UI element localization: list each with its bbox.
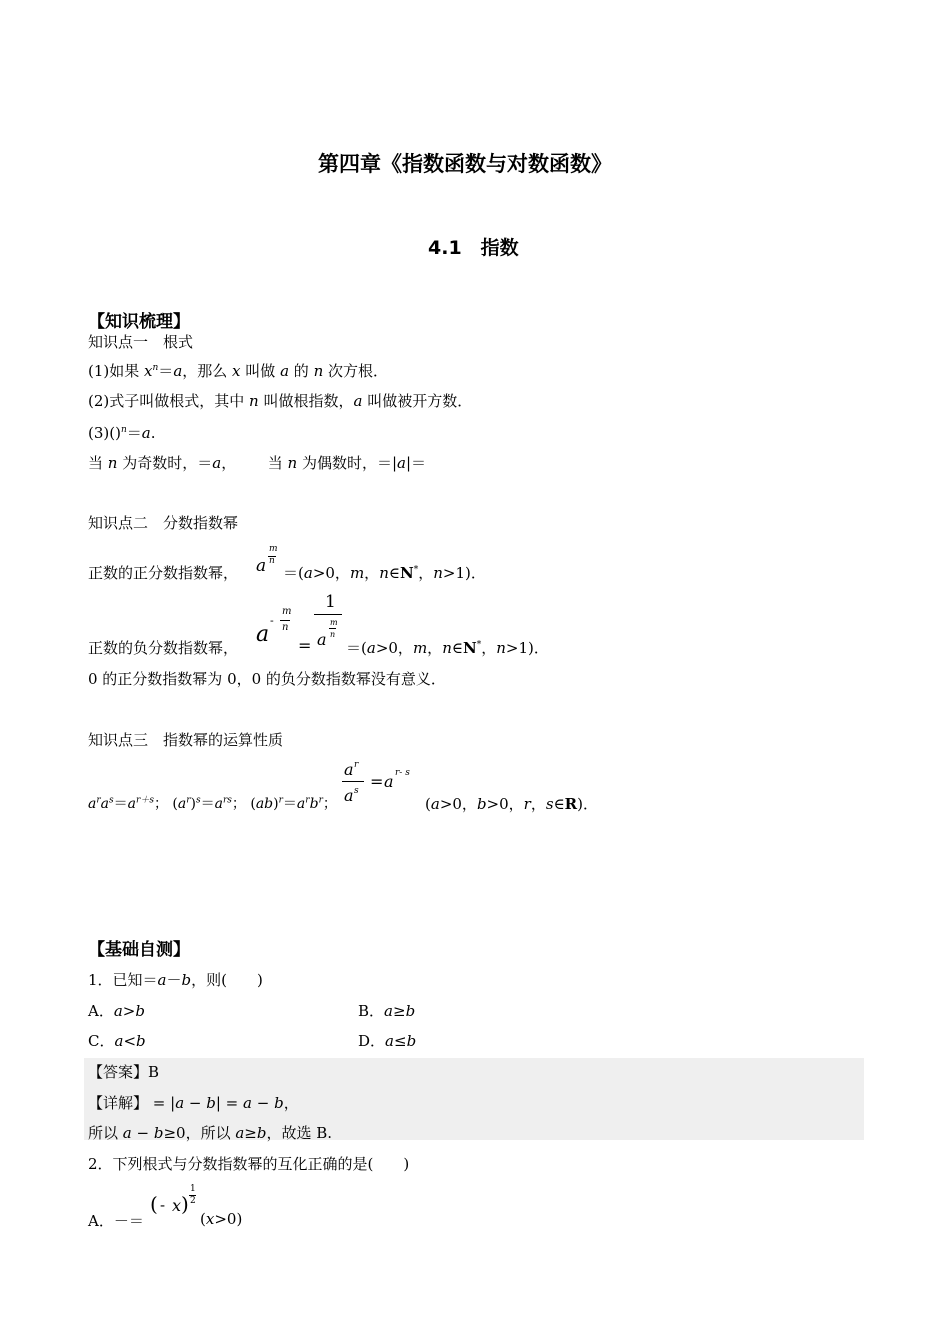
section-title: 4.1 指数 xyxy=(428,237,519,259)
kp1-line2: (2)式子叫做根式，其中 n 叫做根指数，a 叫做被开方数． xyxy=(88,392,473,410)
q2-option-a-expression: ( - x ) 1 2 xyxy=(150,1184,196,1216)
kp2-positive-power: a m n xyxy=(256,544,278,576)
q2-stem: 2．下列根式与分数指数幂的互化正确的是( ) xyxy=(88,1155,410,1173)
q1-detail: 【详解】 = |a − b| = a − b， xyxy=(88,1094,299,1112)
q1-stem: 1．已知＝a－b，则( ) xyxy=(88,971,263,989)
kp1-line1: (1)如果 $x^n=a$，那么 x 叫做 a 的 n 次方根． xyxy=(88,362,389,380)
kp2-negative-power: a - m n = 1 a m n xyxy=(256,592,346,658)
kp3-condition: (a>0，b>0，r，s∈R)． xyxy=(425,795,598,813)
kp2-positive-label: 正数的正分数指数幂， xyxy=(88,564,239,582)
q1-option-c[interactable]: C．a<b xyxy=(88,1032,146,1050)
kp2-title: 知识点二 分数指数幂 xyxy=(88,514,239,532)
review-heading: 【知识梳理】 xyxy=(88,312,190,332)
kp1-line3: (3)()$^n$＝a. xyxy=(88,424,156,442)
kp1-line4: 当 n 为奇数时，＝a， 当 n 为偶数时，＝|a|＝ xyxy=(88,454,427,472)
q1-option-a[interactable]: A．a>b xyxy=(88,1002,145,1020)
q1-answer: 【答案】B xyxy=(88,1063,160,1081)
q1-option-d[interactable]: D．a≤b xyxy=(358,1032,417,1050)
chapter-title: 第四章《指数函数与对数函数》 xyxy=(318,152,612,176)
kp2-zero-rule: 0 的正分数指数幂为 0，0 的负分数指数幂没有意义． xyxy=(88,670,446,688)
kp3-quotient-rule: a r a s = a r- s xyxy=(344,760,410,805)
kp3-rules: $a^ra^s=a^{r+s}$； $(a^r)^s=a^{rs}$； $(ab)^r=a^rb^r$； xyxy=(88,795,337,812)
test-heading: 【基础自测】 xyxy=(88,940,190,960)
q2-option-a-condition: (x>0) xyxy=(200,1210,243,1228)
q1-conclusion: 所以 a − b≥0，所以 a≥b，故选 B. xyxy=(88,1124,333,1142)
kp3-title: 知识点三 指数幂的运算性质 xyxy=(88,731,284,749)
kp1-title: 知识点一 根式 xyxy=(88,333,194,351)
q2-option-a-label[interactable]: A．－＝ xyxy=(88,1212,144,1230)
kp2-negative-condition: ＝(a>0，m，n∈N*，n>1)． xyxy=(346,639,549,657)
q1-option-b[interactable]: B．a≥b xyxy=(358,1002,416,1020)
kp2-positive-condition: ＝(a>0，m，n∈N*，n>1)． xyxy=(283,564,486,582)
kp2-negative-label: 正数的负分数指数幂， xyxy=(88,639,239,657)
